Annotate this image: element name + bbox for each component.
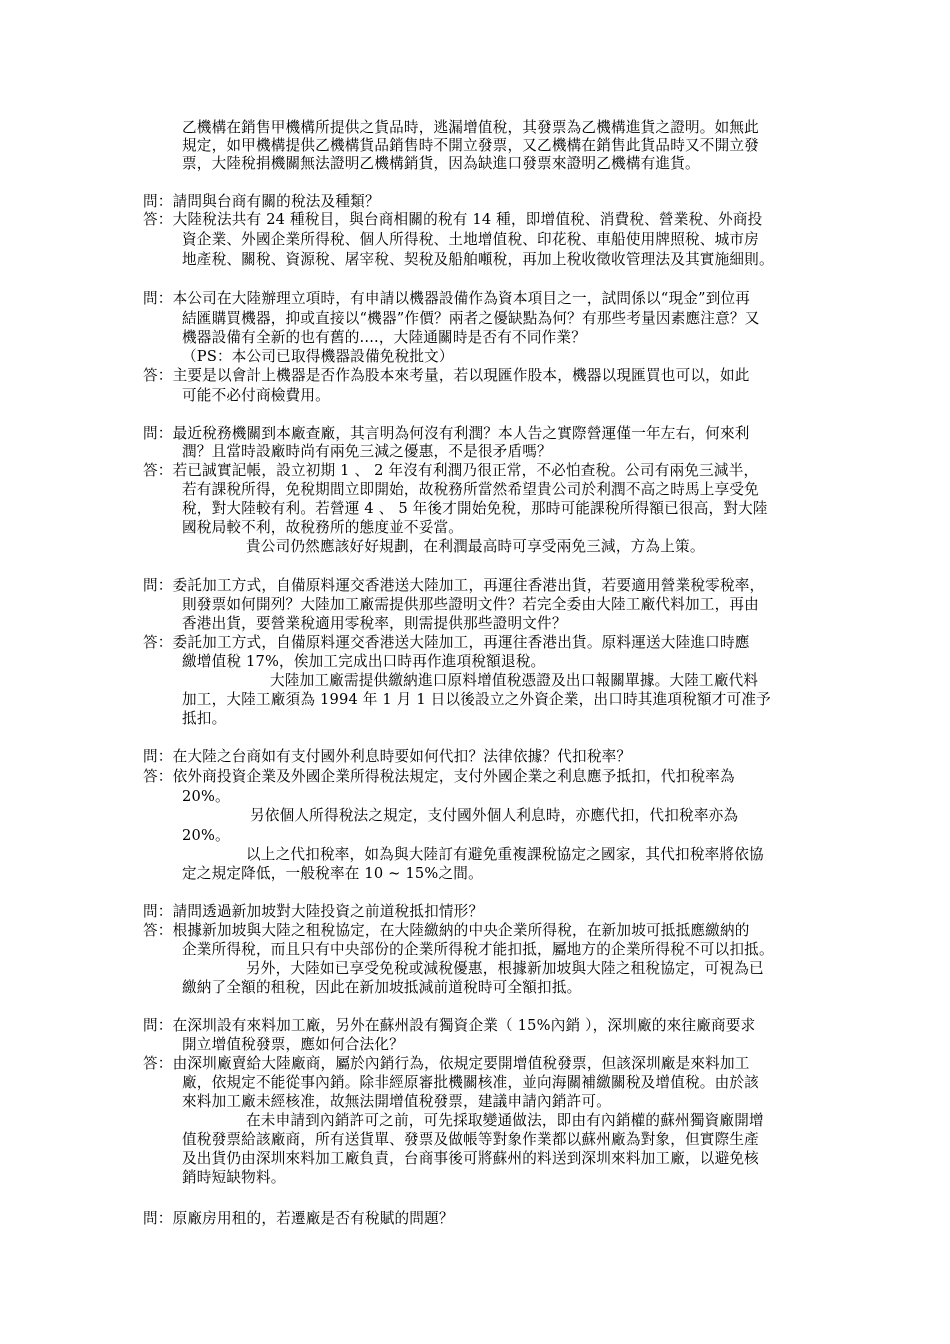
text-line: 20%。 (182, 788, 230, 805)
text-line: 貴公司仍然應該好好規劃，在利潤最高時可享受兩免三減，方為上策。 (246, 538, 705, 555)
text-line: 票，大陸稅捐機關無法證明乙機構銷貨，因為缺進口發票來證明乙機構有進貨。 (182, 155, 700, 172)
text-line: 地產稅、關稅、資源稅、屠宰稅、契稅及船舶噸稅，再加上稅收徵收管理法及其實施細則。 (182, 251, 774, 268)
question-line: 問：原廠房用租的，若遷廠是否有稅賦的問題？ (143, 1210, 454, 1227)
text-line: 繳納了全額的租稅，因此在新加坡抵減前道稅時可全額扣抵。 (182, 979, 582, 996)
question-line: 問：委託加工方式，自備原料運交香港送大陸加工，再運往香港出貨，若要適用營業稅零稅率， (143, 577, 765, 594)
text-line: 規定，如甲機構提供乙機構貨品銷售時不開立發票，又乙機構在銷售此貨品時又不開立發 (182, 137, 759, 154)
text-line: 銷時短缺物料。 (182, 1169, 286, 1186)
text-line: 另依個人所得稅法之規定，支付國外個人利息時，亦應代扣，代扣稅率亦為 (250, 807, 739, 824)
text-line: （PS：本公司已取得機器設備免稅批文） (182, 348, 454, 365)
text-line: 乙機構在銷售甲機構所提供之貨品時，逃漏增值稅，其發票為乙機構進貨之證明。如無此 (182, 119, 759, 136)
text-line: 資企業、外國企業所得稅、個人所得稅、土地增值稅、印花稅、車船使用牌照稅、城市房 (182, 231, 759, 248)
text-line: 則發票如何開列？大陸加工廠需提供那些證明文件？若完全委由大陸工廠代料加工，再由 (182, 596, 759, 613)
text-line: 香港出貨，要營業稅適用零稅率，則需提供那些證明文件？ (182, 615, 567, 632)
text-line: 定之規定降低，一般稅率在 10 ~ 15%之間。 (182, 865, 483, 882)
text-line: 加工，大陸工廠須為 1994 年 1 月 1 日以後設立之外資企業，出口時其進項稅額才可准予 (182, 691, 771, 708)
answer-line: 答：大陸稅法共有 24 種稅目，與台商相關的稅有 14 種，即增值稅、消費稅、營業稅、外商投 (143, 211, 763, 228)
answer-line: 答：依外商投資企業及外國企業所得稅法規定，支付外國企業之利息應予抵扣，代扣稅率為 (143, 768, 735, 785)
question-line: 問：請問透過新加坡對大陸投資之前道稅抵扣情形？ (143, 903, 484, 920)
question-line: 問：本公司在大陸辦理立項時，有申請以機器設備作為資本項目之一，試問係以“現金”到位再 (143, 290, 751, 307)
answer-line: 答：委託加工方式，自備原料運交香港送大陸加工，再運往香港出貨。原料運送大陸進口時應 (143, 634, 750, 651)
answer-line: 答：由深圳廠賣給大陸廠商，屬於內銷行為，依規定要開增值稅發票，但該深圳廠是來料加工 (143, 1055, 750, 1072)
text-line: 以上之代扣稅率，如為與大陸訂有避免重複課稅協定之國家，其代扣稅率將依協 (246, 846, 764, 863)
text-line: 抵扣。 (182, 710, 227, 727)
text-line: 結匯購買機器，抑或直接以“機器”作價？兩者之優缺點為何？有那些考量因素應注意？又 (182, 310, 760, 327)
question-line: 問：在大陸之台商如有支付國外利息時要如何代扣？法律依據？代扣稅率？ (143, 748, 632, 765)
text-line: 稅，對大陸較有利。若營運 4 、 5 年後才開始免稅，那時可能課稅所得額已很高，對大陸 (182, 500, 768, 517)
text-line: 另外，大陸如已享受免稅或減稅優惠，根據新加坡與大陸之租稅協定，可視為已 (246, 960, 764, 977)
answer-line: 答：根據新加坡與大陸之租稅協定，在大陸繳納的中央企業所得稅，在新加坡可抵抵應繳納的 (143, 922, 750, 939)
text-line: 企業所得稅，而且只有中央部份的企業所得稅才能扣抵，屬地方的企業所得稅不可以扣抵。 (182, 941, 774, 958)
text-line: 繳增值稅 17%，俟加工完成出口時再作進項稅額退稅。 (182, 653, 546, 670)
text-line: 值稅發票給該廠商，所有送貨單、發票及做帳等對象作業都以蘇州廠為對象，但實際生產 (182, 1131, 759, 1148)
text-line: 國稅局較不利，故稅務所的態度並不妥當。 (182, 519, 464, 536)
text-line: 在未申請到內銷許可之前，可先採取變通做法，即由有內銷權的蘇州獨資廠開增 (246, 1112, 764, 1129)
question-line: 問：最近稅務機關到本廠查廠，其言明為何沒有利潤？本人告之實際營運僅一年左右，何來利 (143, 425, 750, 442)
text-line: 機器設備有全新的也有舊的....，大陸通關時是否有不同作業？ (182, 329, 586, 346)
text-line: 若有課稅所得，免稅期間立即開始，故稅務所當然希望貴公司於利潤不高之時馬上享受免 (182, 481, 759, 498)
question-line: 問：在深圳設有來料加工廠，另外在蘇州設有獨資企業（ 15%內銷 ），深圳廠的來往廠商要求 (143, 1017, 756, 1034)
text-line: 可能不必付商檢費用。 (182, 387, 330, 404)
question-line: 問：請問與台商有關的稅法及種類？ (143, 193, 380, 210)
text-line: 來料加工廠未經核准，故無法開增值稅發票，建議申請內銷許可。 (182, 1093, 612, 1110)
text-line: 潤？且當時設廠時尚有兩免三減之優惠，不是很矛盾嗎？ (182, 443, 552, 460)
text-line: 大陸加工廠需提供繳納進口原料增值稅憑證及出口報關單據。大陸工廠代料 (270, 672, 759, 689)
text-line: 20%。 (182, 827, 230, 844)
text-line: 及出貨仍由深圳來料加工廠負責，台商事後可將蘇州的料送到深圳來料加工廠，以避免核 (182, 1150, 759, 1167)
text-line: 廠，依規定不能從事內銷。除非經原審批機關核准，並向海關補繳關稅及增值稅。由於該 (182, 1074, 759, 1091)
answer-line: 答：主要是以會計上機器是否作為股本來考量，若以現匯作股本，機器以現匯買也可以，如此 (143, 367, 750, 384)
answer-line: 答：若已誠實記帳，設立初期 1 、 2 年沒有利潤乃很正常，不必怕查稅。公司有兩免三減半， (143, 462, 759, 479)
text-line: 開立增值稅發票，應如何合法化？ (182, 1036, 404, 1053)
